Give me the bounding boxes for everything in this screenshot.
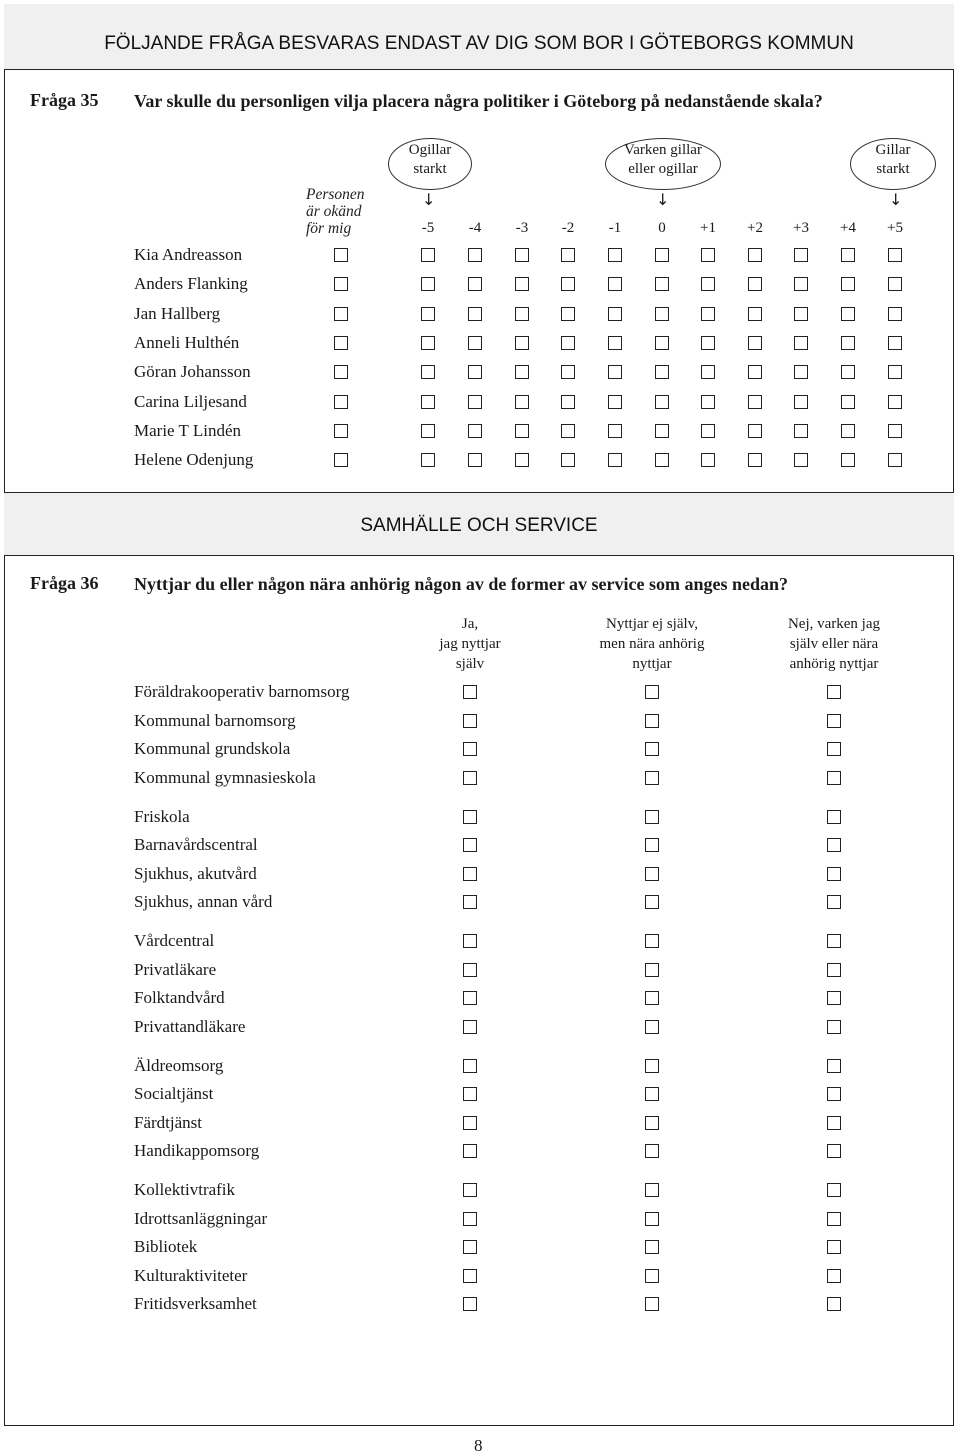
rating-checkbox[interactable] bbox=[421, 307, 435, 321]
service-checkbox[interactable] bbox=[463, 1116, 477, 1130]
service-checkbox[interactable] bbox=[827, 1020, 841, 1034]
rating-checkbox[interactable] bbox=[468, 424, 482, 438]
service-checkbox[interactable] bbox=[463, 1240, 477, 1254]
rating-checkbox[interactable] bbox=[655, 453, 669, 467]
politician-name: Anneli Hulthén bbox=[134, 332, 240, 352]
rating-checkbox[interactable] bbox=[701, 336, 715, 350]
service-checkbox[interactable] bbox=[463, 1087, 477, 1101]
unknown-column-header bbox=[306, 186, 365, 237]
service-name: Idrottsanläggningar bbox=[134, 1208, 268, 1228]
rating-checkbox[interactable] bbox=[608, 424, 622, 438]
rating-checkbox[interactable] bbox=[608, 336, 622, 350]
rating-checkbox[interactable] bbox=[748, 453, 762, 467]
service-checkbox[interactable] bbox=[645, 742, 659, 756]
rating-checkbox[interactable] bbox=[655, 336, 669, 350]
service-checkbox[interactable] bbox=[645, 838, 659, 852]
arrow-down-icon: ↓ bbox=[656, 190, 670, 209]
service-checkbox[interactable] bbox=[645, 1183, 659, 1197]
rating-checkbox[interactable] bbox=[888, 277, 902, 291]
rating-checkbox[interactable] bbox=[888, 336, 902, 350]
rating-checkbox[interactable] bbox=[515, 395, 529, 409]
rating-checkbox[interactable] bbox=[421, 424, 435, 438]
page-number: 8 bbox=[474, 1436, 483, 1455]
rating-checkbox[interactable] bbox=[421, 453, 435, 467]
rating-checkbox[interactable] bbox=[561, 453, 575, 467]
rating-checkbox[interactable] bbox=[421, 336, 435, 350]
checkbox-unknown[interactable] bbox=[334, 336, 348, 350]
rating-checkbox[interactable] bbox=[841, 307, 855, 321]
scale-label: 0 bbox=[658, 220, 666, 236]
service-checkbox[interactable] bbox=[827, 991, 841, 1005]
rating-checkbox[interactable] bbox=[841, 453, 855, 467]
service-checkbox[interactable] bbox=[827, 963, 841, 977]
rating-checkbox[interactable] bbox=[748, 424, 762, 438]
service-checkbox[interactable] bbox=[645, 771, 659, 785]
col3-line2: själv eller nära bbox=[789, 636, 879, 652]
rating-checkbox[interactable] bbox=[794, 424, 808, 438]
service-checkbox[interactable] bbox=[827, 1297, 841, 1311]
rating-checkbox[interactable] bbox=[888, 395, 902, 409]
service-name: Privattandläkare bbox=[134, 1016, 246, 1036]
service-name: Kommunal gymnasieskola bbox=[134, 767, 316, 787]
rating-checkbox[interactable] bbox=[888, 365, 902, 379]
rating-checkbox[interactable] bbox=[841, 277, 855, 291]
rating-checkbox[interactable] bbox=[515, 248, 529, 262]
rating-checkbox[interactable] bbox=[561, 424, 575, 438]
service-checkbox[interactable] bbox=[827, 714, 841, 728]
anchor-dislike-strongly bbox=[388, 138, 472, 190]
scale-label: +4 bbox=[840, 220, 856, 236]
rating-checkbox[interactable] bbox=[701, 365, 715, 379]
politician-name: Jan Hallberg bbox=[134, 303, 221, 323]
service-checkbox[interactable] bbox=[645, 1020, 659, 1034]
rating-checkbox[interactable] bbox=[608, 453, 622, 467]
service-checkbox[interactable] bbox=[463, 895, 477, 909]
rating-checkbox[interactable] bbox=[655, 277, 669, 291]
checkbox-unknown[interactable] bbox=[334, 277, 348, 291]
scale-label: +2 bbox=[747, 220, 763, 236]
politician-name: Helene Odenjung bbox=[134, 450, 254, 470]
service-checkbox[interactable] bbox=[463, 714, 477, 728]
service-name: Barnavårdscentral bbox=[134, 835, 258, 854]
col3-line3: anhörig nyttjar bbox=[789, 656, 879, 672]
service-checkbox[interactable] bbox=[645, 1144, 659, 1158]
rating-checkbox[interactable] bbox=[655, 248, 669, 262]
service-checkbox[interactable] bbox=[463, 867, 477, 881]
politician-name: Anders Flanking bbox=[134, 274, 248, 294]
anchor-neutral-line2: eller ogillar bbox=[628, 161, 698, 177]
service-checkbox[interactable] bbox=[645, 685, 659, 699]
rating-checkbox[interactable] bbox=[841, 365, 855, 379]
question-36-label: Fråga 36 bbox=[30, 573, 99, 593]
service-checkbox[interactable] bbox=[463, 771, 477, 785]
rating-checkbox[interactable] bbox=[608, 365, 622, 379]
scale-label: +3 bbox=[793, 220, 809, 236]
rating-checkbox[interactable] bbox=[794, 395, 808, 409]
service-checkbox[interactable] bbox=[645, 1087, 659, 1101]
anchor-dislike-line2: starkt bbox=[413, 161, 447, 177]
rating-checkbox[interactable] bbox=[515, 307, 529, 321]
col2-line3: nyttjar bbox=[632, 656, 672, 672]
service-checkbox[interactable] bbox=[463, 1059, 477, 1073]
service-checkbox[interactable] bbox=[645, 1297, 659, 1311]
service-checkbox[interactable] bbox=[645, 810, 659, 824]
service-checkbox[interactable] bbox=[645, 963, 659, 977]
column-header-neither bbox=[754, 614, 914, 674]
rating-checkbox[interactable] bbox=[701, 248, 715, 262]
rating-checkbox[interactable] bbox=[888, 424, 902, 438]
rating-checkbox[interactable] bbox=[421, 395, 435, 409]
service-checkbox[interactable] bbox=[463, 1212, 477, 1226]
rating-checkbox[interactable] bbox=[468, 307, 482, 321]
service-name: Sjukhus, annan vård bbox=[134, 892, 273, 911]
rating-checkbox[interactable] bbox=[701, 277, 715, 291]
col1-line1: Ja, bbox=[461, 616, 479, 632]
rating-checkbox[interactable] bbox=[561, 277, 575, 291]
service-name: Folktandvård bbox=[134, 988, 225, 1007]
col1-line2: jag nyttjar bbox=[439, 636, 501, 652]
service-checkbox[interactable] bbox=[827, 742, 841, 756]
rating-checkbox[interactable] bbox=[468, 365, 482, 379]
service-checkbox[interactable] bbox=[827, 1087, 841, 1101]
rating-checkbox[interactable] bbox=[515, 424, 529, 438]
rating-checkbox[interactable] bbox=[468, 248, 482, 262]
service-checkbox[interactable] bbox=[463, 1269, 477, 1283]
rating-checkbox[interactable] bbox=[655, 424, 669, 438]
question-35-label: Fråga 35 bbox=[30, 90, 99, 110]
service-checkbox[interactable] bbox=[463, 810, 477, 824]
rating-checkbox[interactable] bbox=[748, 365, 762, 379]
service-checkbox[interactable] bbox=[645, 991, 659, 1005]
rating-checkbox[interactable] bbox=[888, 453, 902, 467]
service-name: Bibliotek bbox=[134, 1237, 198, 1256]
rating-checkbox[interactable] bbox=[701, 307, 715, 321]
politician-name: Carina Liljesand bbox=[134, 391, 247, 411]
service-name: Privatläkare bbox=[134, 959, 217, 979]
rating-checkbox[interactable] bbox=[655, 365, 669, 379]
service-checkbox[interactable] bbox=[827, 1059, 841, 1073]
scale-label: +5 bbox=[887, 220, 903, 236]
service-checkbox[interactable] bbox=[463, 742, 477, 756]
rating-checkbox[interactable] bbox=[608, 395, 622, 409]
service-checkbox[interactable] bbox=[645, 1269, 659, 1283]
service-name: Kulturaktiviteter bbox=[134, 1265, 248, 1285]
scale-label: +1 bbox=[700, 220, 716, 236]
checkbox-unknown[interactable] bbox=[334, 365, 348, 379]
service-name: Äldreomsorg bbox=[134, 1055, 224, 1075]
service-name: Friskola bbox=[134, 806, 190, 826]
rating-checkbox[interactable] bbox=[608, 248, 622, 262]
anchor-like-line1: Gillar bbox=[875, 142, 911, 158]
arrow-down-icon: ↓ bbox=[889, 190, 903, 209]
column-header-relative bbox=[572, 614, 732, 674]
service-name: Kommunal grundskola bbox=[134, 739, 291, 758]
question-36-text: Nyttjar du eller någon nära anhörig någon av de former av service som anges nedan? bbox=[134, 574, 788, 594]
scale-label: -3 bbox=[515, 220, 529, 236]
rating-checkbox[interactable] bbox=[794, 453, 808, 467]
service-checkbox[interactable] bbox=[827, 1212, 841, 1226]
anchor-like-strongly bbox=[850, 138, 936, 190]
service-checkbox[interactable] bbox=[463, 991, 477, 1005]
scale-label: -5 bbox=[421, 220, 435, 236]
section-title: SAMHÄLLE OCH SERVICE bbox=[360, 515, 598, 536]
rating-checkbox[interactable] bbox=[794, 248, 808, 262]
rating-checkbox[interactable] bbox=[561, 365, 575, 379]
rating-checkbox[interactable] bbox=[794, 277, 808, 291]
politician-name: Göran Johansson bbox=[134, 362, 251, 382]
scale-label: -2 bbox=[561, 220, 575, 236]
col3-line1: Nej, varken jag bbox=[787, 616, 881, 632]
rating-checkbox[interactable] bbox=[561, 307, 575, 321]
rating-checkbox[interactable] bbox=[515, 277, 529, 291]
rating-checkbox[interactable] bbox=[748, 395, 762, 409]
rating-checkbox[interactable] bbox=[841, 424, 855, 438]
service-name: Sjukhus, akutvård bbox=[134, 863, 257, 883]
service-checkbox[interactable] bbox=[827, 810, 841, 824]
rating-checkbox[interactable] bbox=[608, 277, 622, 291]
service-checkbox[interactable] bbox=[463, 934, 477, 948]
service-checkbox[interactable] bbox=[827, 1240, 841, 1254]
service-checkbox[interactable] bbox=[645, 714, 659, 728]
rating-checkbox[interactable] bbox=[421, 248, 435, 262]
rating-checkbox[interactable] bbox=[701, 453, 715, 467]
rating-checkbox[interactable] bbox=[748, 277, 762, 291]
checkbox-unknown[interactable] bbox=[334, 453, 348, 467]
checkbox-unknown[interactable] bbox=[334, 248, 348, 262]
rating-checkbox[interactable] bbox=[794, 336, 808, 350]
service-name: Socialtjänst bbox=[134, 1084, 214, 1103]
section-header-goteborg bbox=[4, 4, 954, 70]
service-checkbox[interactable] bbox=[645, 1059, 659, 1073]
service-checkbox[interactable] bbox=[463, 1297, 477, 1311]
service-checkbox[interactable] bbox=[827, 685, 841, 699]
service-name: Kommunal barnomsorg bbox=[134, 710, 296, 730]
anchor-neutral-line1: Varken gillar bbox=[624, 142, 702, 158]
service-checkbox[interactable] bbox=[463, 838, 477, 852]
service-name: Kollektivtrafik bbox=[134, 1180, 236, 1199]
service-checkbox[interactable] bbox=[463, 1020, 477, 1034]
rating-checkbox[interactable] bbox=[561, 395, 575, 409]
unknown-line2: är okänd bbox=[306, 203, 362, 220]
unknown-line3: för mig bbox=[306, 220, 352, 237]
rating-checkbox[interactable] bbox=[701, 424, 715, 438]
service-checkbox[interactable] bbox=[645, 867, 659, 881]
col2-line1: Nyttjar ej själv, bbox=[606, 616, 698, 632]
service-name: Vårdcentral bbox=[134, 931, 215, 950]
service-checkbox[interactable] bbox=[827, 838, 841, 852]
service-checkbox[interactable] bbox=[827, 1269, 841, 1283]
rating-checkbox[interactable] bbox=[468, 395, 482, 409]
service-checkbox[interactable] bbox=[827, 1116, 841, 1130]
service-name: Fritidsverksamhet bbox=[134, 1294, 257, 1313]
service-checkbox[interactable] bbox=[463, 685, 477, 699]
anchor-dislike-line1: Ogillar bbox=[408, 142, 452, 158]
service-checkbox[interactable] bbox=[827, 1144, 841, 1158]
service-checkbox[interactable] bbox=[827, 867, 841, 881]
rating-checkbox[interactable] bbox=[468, 277, 482, 291]
service-checkbox[interactable] bbox=[827, 771, 841, 785]
checkbox-unknown[interactable] bbox=[334, 395, 348, 409]
rating-checkbox[interactable] bbox=[888, 248, 902, 262]
col2-line2: men nära anhörig bbox=[599, 636, 705, 652]
section-header-service bbox=[4, 492, 954, 556]
service-checkbox[interactable] bbox=[645, 1212, 659, 1226]
service-checkbox[interactable] bbox=[645, 1240, 659, 1254]
rating-checkbox[interactable] bbox=[468, 453, 482, 467]
service-name: Färdtjänst bbox=[134, 1112, 202, 1132]
scale-label: -4 bbox=[468, 220, 482, 236]
service-name: Handikappomsorg bbox=[134, 1141, 260, 1160]
rating-checkbox[interactable] bbox=[561, 336, 575, 350]
unknown-line1: Personen bbox=[306, 186, 365, 203]
rating-checkbox[interactable] bbox=[841, 395, 855, 409]
service-checkbox[interactable] bbox=[463, 963, 477, 977]
service-checkbox[interactable] bbox=[463, 1144, 477, 1158]
rating-checkbox[interactable] bbox=[421, 277, 435, 291]
checkbox-unknown[interactable] bbox=[334, 307, 348, 321]
anchor-neutral bbox=[605, 138, 721, 190]
rating-checkbox[interactable] bbox=[748, 307, 762, 321]
service-checkbox[interactable] bbox=[645, 895, 659, 909]
politician-name: Kia Andreasson bbox=[134, 245, 243, 264]
rating-checkbox[interactable] bbox=[515, 453, 529, 467]
rating-checkbox[interactable] bbox=[421, 365, 435, 379]
rating-checkbox[interactable] bbox=[515, 336, 529, 350]
rating-checkbox[interactable] bbox=[841, 248, 855, 262]
rating-checkbox[interactable] bbox=[655, 307, 669, 321]
checkbox-unknown[interactable] bbox=[334, 424, 348, 438]
service-checkbox[interactable] bbox=[463, 1183, 477, 1197]
col1-line3: själv bbox=[455, 656, 485, 672]
rating-checkbox[interactable] bbox=[841, 336, 855, 350]
service-checkbox[interactable] bbox=[645, 1116, 659, 1130]
rating-checkbox[interactable] bbox=[794, 365, 808, 379]
rating-checkbox[interactable] bbox=[655, 395, 669, 409]
arrow-down-icon: ↓ bbox=[422, 190, 436, 209]
service-checkbox[interactable] bbox=[645, 934, 659, 948]
section-title: FÖLJANDE FRÅGA BESVARAS ENDAST AV DIG SOM BOR I GÖTEBORGS KOMMUN bbox=[104, 33, 854, 54]
rating-checkbox[interactable] bbox=[794, 307, 808, 321]
question-35-text: Var skulle du personligen vilja placera några politiker i Göteborg på nedanstående skala? bbox=[134, 91, 823, 111]
service-name: Föräldrakooperativ barnomsorg bbox=[134, 682, 350, 701]
service-checkbox[interactable] bbox=[827, 1183, 841, 1197]
rating-checkbox[interactable] bbox=[748, 248, 762, 262]
rating-checkbox[interactable] bbox=[561, 248, 575, 262]
rating-checkbox[interactable] bbox=[515, 365, 529, 379]
politician-name: Marie T Lindén bbox=[134, 420, 242, 440]
rating-checkbox[interactable] bbox=[468, 336, 482, 350]
rating-checkbox[interactable] bbox=[608, 307, 622, 321]
rating-checkbox[interactable] bbox=[888, 307, 902, 321]
service-checkbox[interactable] bbox=[827, 895, 841, 909]
service-checkbox[interactable] bbox=[827, 934, 841, 948]
rating-checkbox[interactable] bbox=[748, 336, 762, 350]
anchor-like-line2: starkt bbox=[876, 161, 910, 177]
rating-checkbox[interactable] bbox=[701, 395, 715, 409]
scale-label: -1 bbox=[608, 220, 622, 236]
column-header-self bbox=[400, 614, 540, 674]
